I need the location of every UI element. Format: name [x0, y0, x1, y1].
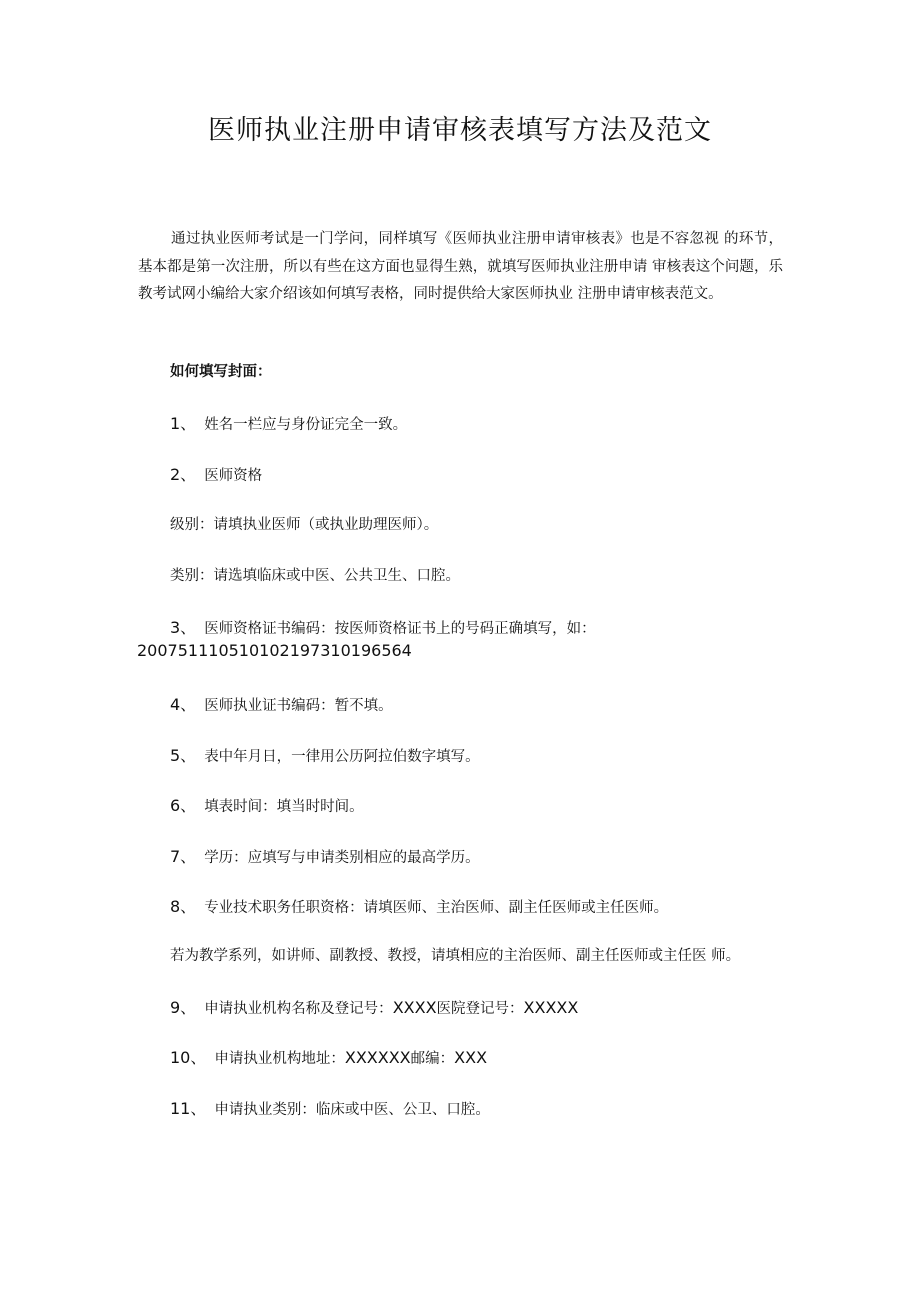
item-number: 5、	[170, 746, 197, 765]
list-item-3	[170, 615, 596, 638]
list-item-7	[170, 844, 480, 867]
list-item-5	[170, 743, 480, 766]
item-text: 姓名一栏应与身份证完全一致。	[204, 417, 408, 433]
item-placeholder: XXXXXX	[344, 1048, 411, 1067]
sub-item-category	[170, 564, 460, 585]
cover-heading: 如何填写封面：	[170, 364, 272, 380]
item-text: 申请执业类别：临床或中医、公卫、口腔。	[214, 1102, 490, 1118]
item-number: 2、	[170, 465, 197, 484]
item-number: 1、	[170, 414, 197, 433]
list-item-11	[170, 1096, 490, 1119]
item-text: 邮编：	[410, 1051, 455, 1067]
item-number: 8、	[170, 897, 197, 916]
list-item-10	[170, 1045, 487, 1068]
list-item-1	[170, 411, 407, 434]
item-text: 专业技术职务任职资格：请填医师、主治医师、副主任医师或主任医师。	[204, 900, 669, 916]
item-text: 申请执业机构名称及登记号：	[204, 1001, 393, 1017]
item-text: 医师执业证书编码：暂不填。	[204, 698, 393, 714]
item-number: 10、	[170, 1048, 207, 1067]
item-text: 学历：应填写与申请类别相应的最高学历。	[204, 850, 480, 866]
sub-item-level	[170, 513, 438, 534]
item-number: 9、	[170, 998, 197, 1017]
document-title: 医师执业注册申请审核表填写方法及范文	[208, 115, 712, 146]
list-item-2	[170, 462, 262, 485]
item-text: 表中年月日，一律用公历阿拉伯数字填写。	[204, 749, 480, 765]
list-item-9	[170, 995, 578, 1018]
item-placeholder: XXXX	[392, 998, 437, 1017]
item-number: 11、	[170, 1099, 207, 1118]
item-text: 医师资格证书编码：按医师资格证书上的号码正确填写，如：	[204, 621, 596, 637]
intro-paragraph: 通过执业医师考试是一门学问，同样填写《医师执业注册申请审核表》也是不容忽视 的环节，基本都是第一次注册，所以有些在这方面也显得生熟，就填写医师执业注册申请 审核表这个问题，乐教考试网小编给大家介绍该如何填写表格，同时提供给大家医师执业 注册申请审核表范文。	[138, 231, 783, 302]
item-number: 7、	[170, 847, 197, 866]
list-item-4	[170, 692, 393, 715]
item-number: 3、	[170, 618, 197, 637]
list-item-6	[170, 793, 364, 816]
item-number: 6、	[170, 796, 197, 815]
item-text: 申请执业机构地址：	[214, 1051, 345, 1067]
item-placeholder: XXX	[454, 1048, 488, 1067]
item-text: 若为教学系列，如讲师、副教授、教授，请填相应的主治医师、副主任医师或主任医 师。	[170, 948, 741, 964]
item-number: 4、	[170, 695, 197, 714]
item-text: 填表时间：填当时时间。	[204, 799, 364, 815]
item-text: 医师资格	[204, 468, 263, 484]
list-item-8	[170, 894, 668, 917]
item-text: 医院登记号：	[436, 1001, 524, 1017]
item-text: 类别：请选填临床或中医、公共卫生、口腔。	[170, 568, 460, 584]
certificate-code-example: 200751110510102197310196564	[137, 641, 412, 660]
sub-item-teaching	[170, 944, 740, 965]
item-placeholder: XXXXX	[523, 998, 579, 1017]
item-text: 级别：请填执业医师（或执业助理医师）。	[170, 517, 439, 533]
